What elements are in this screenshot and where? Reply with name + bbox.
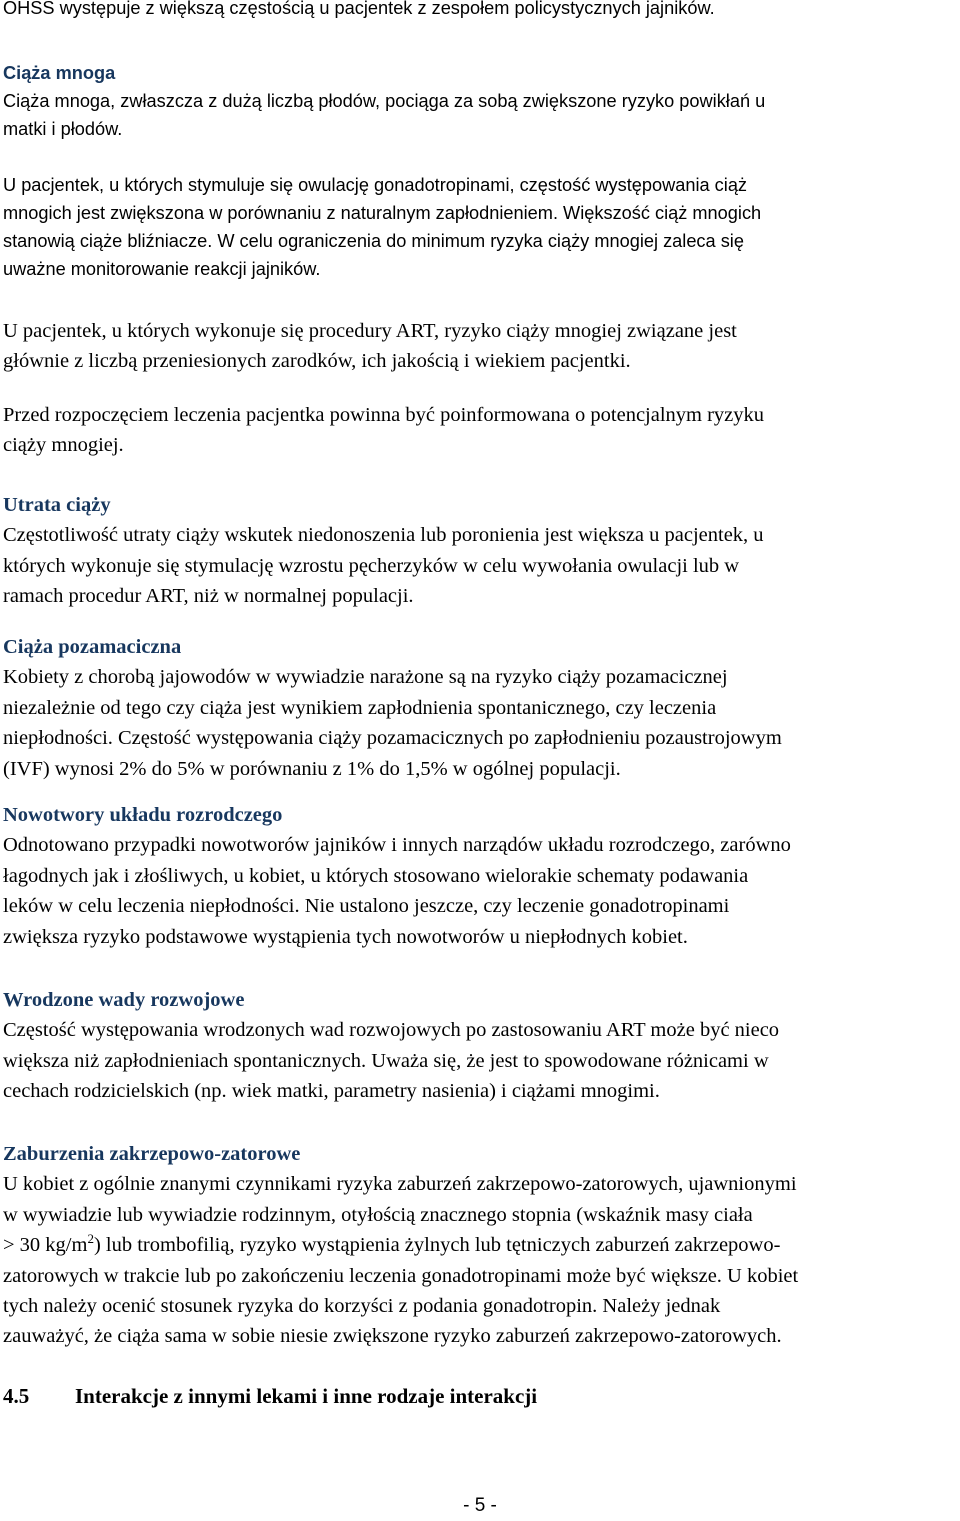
text-line: głównie z liczbą przeniesionych zarodków, ich jakością i wiekiem pacjentki. xyxy=(3,350,631,373)
page-number: - 5 - xyxy=(463,1495,497,1516)
text-line: U kobiet z ogólnie znanymi czynnikami ryzyka zaburzeń zakrzepowo-zatorowych, ujawnionymi xyxy=(3,1173,797,1196)
text-line: Ciąża mnoga, zwłaszcza z dużą liczbą płodów, pociąga za sobą zwiększone ryzyko powikłań u xyxy=(3,91,766,111)
section-4-5-heading xyxy=(3,1381,537,1411)
text-line: większa niż zapłodnieniach spontanicznych. Uważa się, że jest to spowodowane różnicami w xyxy=(3,1049,769,1072)
multiple-pregnancy-section xyxy=(3,59,960,143)
text-line-bmi xyxy=(3,1230,960,1260)
text-line: niepłodności. Częstość występowania ciąży pozamacicznych po zapłodnieniu pozaustrojowym xyxy=(3,727,782,750)
text-line: łagodnych jak i złośliwych, u kobiet, u których stosowano wielorakie schematy podawania xyxy=(3,864,749,887)
text-line: ciąży mnogiej. xyxy=(3,434,124,457)
stimulation-paragraph xyxy=(3,171,960,283)
section-title-text: Interakcje z innymi lekami i inne rodzaje interakcji xyxy=(75,1384,538,1408)
text-line: niezależnie od tego czy ciąża jest wynikiem zapłodnienia spontanicznego, czy leczenia xyxy=(3,696,717,719)
text-fragment: ) lub trombofilią, ryzyko wystąpienia żylnych lub tętniczych zaburzeń zakrzepowo- xyxy=(93,1234,781,1257)
text-line: OHSS występuje z większą częstością u pacjentek z zespołem policystycznych jajników. xyxy=(3,0,715,18)
text-line: uważne monitorowanie reakcji jajników. xyxy=(3,259,321,279)
ectopic-pregnancy-section xyxy=(3,632,960,784)
ohss-sentence xyxy=(3,0,960,22)
reproductive-tumors-section xyxy=(3,800,960,952)
text-line: Częstotliwość utraty ciąży wskutek niedonoszenia lub poronienia jest większa u pacjentek, u xyxy=(3,524,764,547)
art-paragraph xyxy=(3,316,960,377)
text-line: Kobiety z chorobą jajowodów w wywiadzie narażone są na ryzyko ciąży pozamacicznej xyxy=(3,666,728,689)
congenital-defects-section xyxy=(3,985,960,1107)
section-heading: Ciąża mnoga xyxy=(3,63,116,83)
text-line: których wykonuje się stymulację wzrostu pęcherzyków w celu wywołania owulacji lub w xyxy=(3,554,740,577)
information-paragraph xyxy=(3,400,960,461)
text-line: tych należy ocenić stosunek ryzyka do korzyści z podania gonadotropin. Należy jednak xyxy=(3,1295,721,1318)
text-line: mnogich jest zwiększona w porównaniu z naturalnym zapłodnieniem. Większość ciąż mnogich xyxy=(3,203,762,223)
text-line: Częstość występowania wrodzonych wad rozwojowych po zastosowaniu ART może być nieco xyxy=(3,1019,780,1042)
section-number: 4.5 xyxy=(3,1384,30,1408)
section-heading: Ciąża pozamaciczna xyxy=(3,636,182,658)
section-heading: Zaburzenia zakrzepowo-zatorowe xyxy=(3,1143,301,1165)
text-line: U pacjentek, u których stymuluje się owulację gonadotropinami, częstość występowania ciąż xyxy=(3,175,748,195)
text-line: ramach procedur ART, niż w normalnej populacji. xyxy=(3,585,414,608)
thromboembolic-section xyxy=(3,1139,960,1352)
pregnancy-loss-section xyxy=(3,490,960,612)
section-heading: Wrodzone wady rozwojowe xyxy=(3,989,245,1011)
text-line: w wywiadzie lub wywiadzie rodzinnym, otyłością znacznego stopnia (wskaźnik masy ciała xyxy=(3,1203,753,1226)
text-line: U pacjentek, u których wykonuje się procedury ART, ryzyko ciąży mnogiej związane jest xyxy=(3,320,737,342)
text-line: zatorowych w trakcie lub po zakończeniu leczenia gonadotropinami może być większe. U kobiet xyxy=(3,1264,799,1287)
text-line: Przed rozpoczęciem leczenia pacjentka powinna być poinformowana o potencjalnym ryzyku xyxy=(3,404,765,426)
section-heading: Nowotwory układu rozrodczego xyxy=(3,804,283,826)
superscript-2: 2 xyxy=(87,1231,94,1247)
text-line: cechach rodzicielskich (np. wiek matki, parametry nasienia) i ciążami mnogimi. xyxy=(3,1080,660,1103)
text-line: leków w celu leczenia niepłodności. Nie ustalono jeszcze, czy leczenie gonadotropinami xyxy=(3,895,730,918)
text-line: (IVF) wynosi 2% do 5% w porównaniu z 1% do 1,5% w ogólnej populacji. xyxy=(3,757,621,780)
text-line: zwiększa ryzyko podstawowe wystąpienia tych nowotworów u niepłodnych kobiet. xyxy=(3,925,688,948)
text-line: Odnotowano przypadki nowotworów jajników i innych narządów układu rozrodczego, zarówno xyxy=(3,834,791,857)
section-heading: Utrata ciąży xyxy=(3,494,111,516)
text-line: zauważyć, że ciąża sama w sobie niesie zwiększone ryzyko zaburzeń zakrzepowo-zatorowych. xyxy=(3,1325,782,1348)
text-line: stanowią ciąże bliźniacze. W celu ograniczenia do minimum ryzyka ciąży mnogiej zaleca się xyxy=(3,231,744,251)
bmi-threshold: > 30 kg/m xyxy=(3,1234,88,1257)
text-line: matki i płodów. xyxy=(3,119,123,139)
